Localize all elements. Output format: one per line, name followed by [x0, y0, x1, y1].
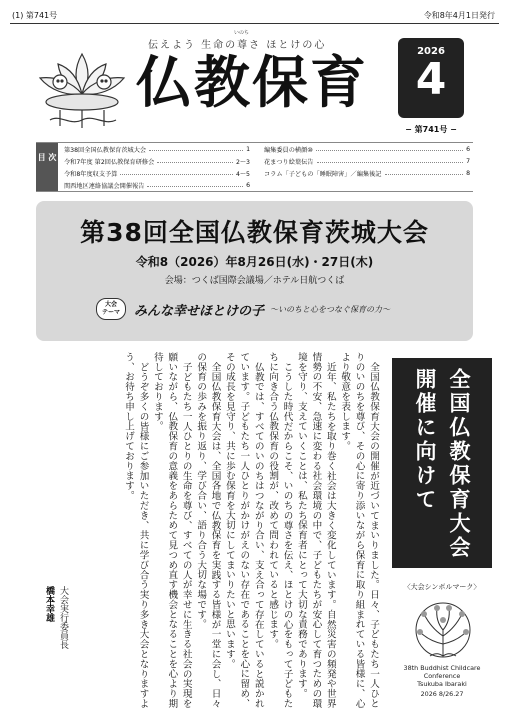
- issue-label: (1) 第741号: [12, 11, 58, 20]
- theme-tag: [96, 298, 126, 320]
- toc-item-page: 6: [466, 145, 470, 153]
- tree-symbol-icon: [404, 600, 482, 660]
- article-paragraph: 子どもたち一人ひとりの生命を尊び、すべての人が幸せに生きる社会の実現を願いながら、仏教保育の意義をあらためて見つめ直す機会となることを心より期待しております。: [151, 352, 192, 709]
- toc-item-title: 花まつり絵葉伝告: [264, 158, 314, 166]
- symbol-line: Tsukuba Ibaraki: [417, 680, 467, 688]
- event-date: 令和8（2026）年8月26日(水)・27日(木): [135, 255, 374, 269]
- symbol-line: Conference: [423, 672, 461, 680]
- toc-item[interactable]: [264, 155, 470, 167]
- toc-item-page: 4〜5: [235, 170, 250, 178]
- issue-number: − 第741号 −: [405, 125, 457, 134]
- toc-item[interactable]: [64, 179, 250, 191]
- symbol-caption: 〈大会シンボルマーク〉: [403, 583, 481, 591]
- article-paragraph: 全国仏教保育大会の開催が近づいてまいりました。日々、子どもたち一人ひとりのいのちを尊び、その心に寄り添いながら保育に取り組まれている皆様に、心より敬意を表します。: [339, 352, 379, 709]
- issue-month: 4: [415, 54, 447, 105]
- slogan-text: 伝えよう 生命の尊さ ほとけの心: [148, 40, 327, 51]
- toc-item-page: 6: [246, 181, 250, 189]
- event-venue: 会場：つくば国際会議場／ホテル日航つくば: [164, 276, 345, 286]
- toc-item[interactable]: [64, 167, 250, 179]
- event-theme: [96, 297, 453, 321]
- event-announcement: [36, 201, 473, 341]
- slogan: [148, 30, 327, 51]
- theme-subtitle: 〜いのちと心をつなぐ保育の力〜: [270, 304, 391, 314]
- event-title: 第38回全国仏教保育茨城大会: [80, 218, 429, 247]
- theme-tag-line2: テーマ: [102, 309, 121, 316]
- article-heading: 全国仏教保育大会開催に向けて: [413, 368, 472, 560]
- symbol-line: 38th Buddhist Childcare: [403, 664, 481, 672]
- theme-text: みんな幸せほとけの子: [134, 303, 265, 319]
- issue-badge: [398, 38, 464, 118]
- toc-item-title: 関西地区連絡協議会開催報告: [64, 182, 145, 190]
- toc-item-page: 7: [466, 157, 470, 165]
- article-paragraph: 仏教では、すべてのいのちはつながり合い、支え合って存在していると説かれています。子どもたち一人ひとりがかけがえのない存在であることを心に留め、その成長を見守り、共に歩む保育を大切にしてまいりたいと思います。: [223, 352, 264, 709]
- toc-item-title: 編集委員の横顔⑩: [264, 146, 313, 154]
- signature-title: 大会実行委員長: [58, 586, 68, 649]
- article-paragraph: こうした時代だからこそ、いのちの尊さを伝え、ほとけの心をもって子どもたちに向き合う仏教保育の役割が、改めて問われていると感じます。: [267, 352, 293, 709]
- toc-item[interactable]: [64, 155, 250, 167]
- toc-item[interactable]: [264, 143, 470, 155]
- signature-name: 橋本幸雄: [44, 586, 54, 622]
- symbol-line: 2026 8/26.27: [420, 690, 464, 698]
- article-signature: [20, 586, 70, 714]
- toc-item-page: 2〜3: [235, 158, 250, 166]
- toc-label: [36, 143, 58, 191]
- toc-item-title: 第38回全国仏教保育茨城大会: [64, 146, 147, 154]
- newspaper-title: 仏教保育: [136, 51, 368, 116]
- article-paragraph: 全国仏教保育大会は、全国各地で仏教保育を実践する皆様が一堂に会し、日々の保育の歩みを振り返り、学び合い、語り合う大切な場です。: [195, 352, 221, 709]
- article-heading-box: [392, 358, 492, 568]
- slogan-ruby: いのち: [234, 30, 250, 36]
- article-paragraph: どうぞ多くの皆様にご参加いただき、共に学び合う実り多き大会となりますよう、お待ち申し上げております。: [123, 352, 149, 709]
- toc-item[interactable]: [64, 143, 250, 155]
- toc-item-title: 令和7年度 第2回仏教保育研修会: [64, 158, 155, 166]
- issue-year: 2026: [417, 46, 445, 57]
- toc-item[interactable]: [264, 167, 470, 179]
- toc-item-title: 令和8年度収支予算: [64, 170, 118, 178]
- table-of-contents: [36, 142, 473, 192]
- article-paragraph: 近年、私たちを取り巻く社会は大きく変化しています。自然災害の頻発や世界情勢の不安、急速に変わる社会環境の中で、子どもたちが安心して育つための環境を守り、支えていくことは、私たち保育者にとって大切な責務であります。: [295, 352, 336, 709]
- top-divider: [10, 23, 499, 24]
- publication-date: 令和8年4月1日発行: [423, 11, 495, 20]
- toc-item-page: 8: [466, 169, 470, 177]
- toc-item-title: コラム「子どもの「睡眠障害」／編集後記: [264, 170, 382, 178]
- toc-label-text: 目 次: [37, 153, 57, 162]
- lotus-logo-icon: [30, 34, 134, 132]
- article-body: [20, 352, 380, 714]
- theme-tag-line1: 大会: [105, 301, 118, 308]
- toc-item-page: 1: [246, 145, 250, 153]
